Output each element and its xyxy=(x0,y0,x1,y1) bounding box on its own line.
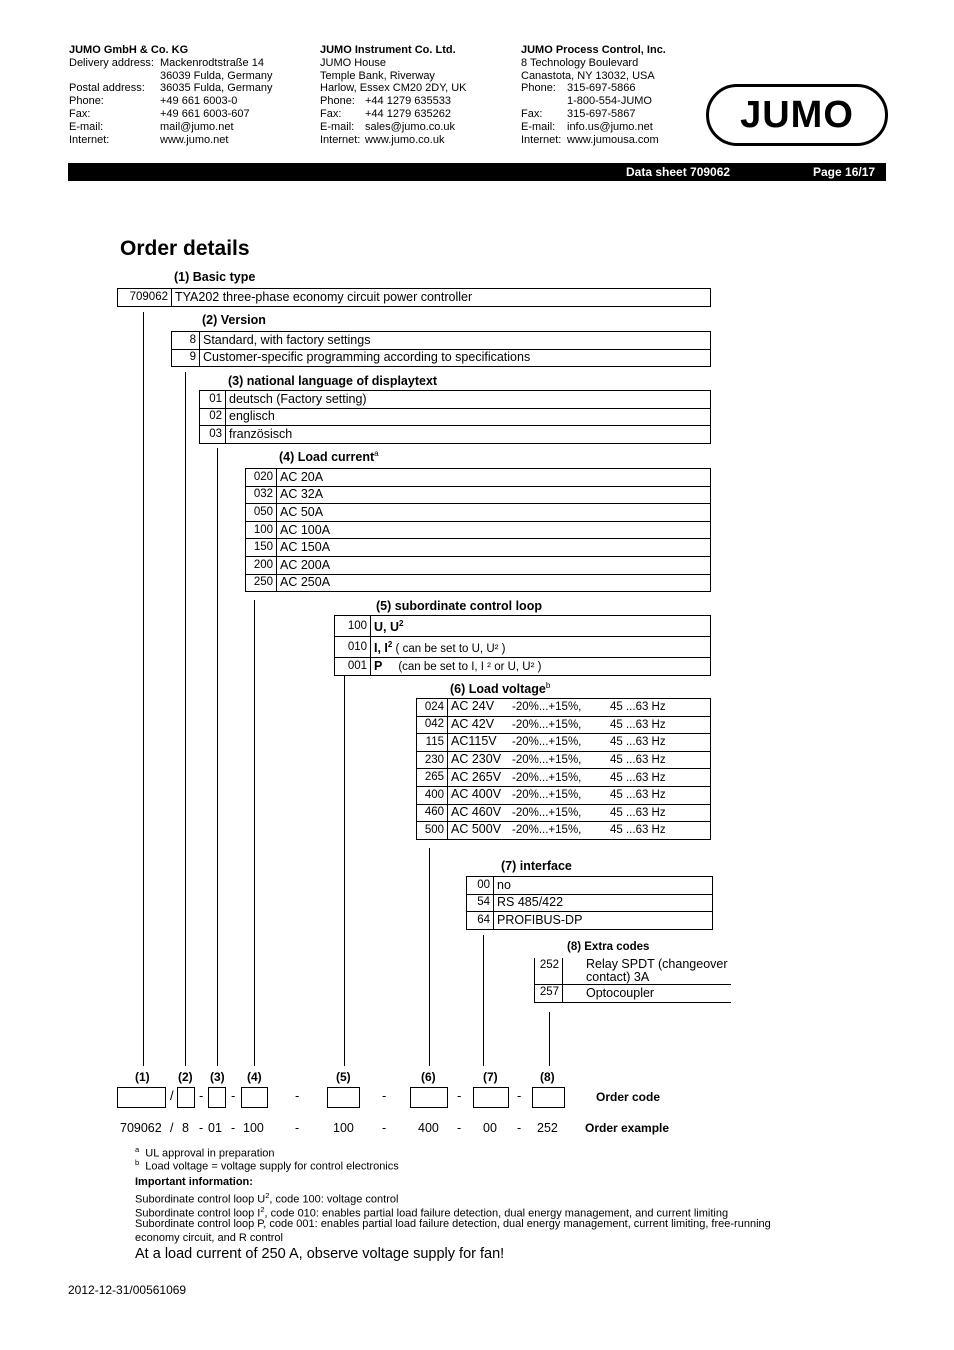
order-code-box-6[interactable] xyxy=(410,1087,448,1108)
contact-value: 36035 Fulda, Germany xyxy=(160,82,273,95)
option-note: (can be set to I, I ² or U, U² ) xyxy=(382,660,542,673)
contact-label: Postal address: xyxy=(69,82,145,95)
option-row xyxy=(417,769,711,787)
option-description xyxy=(448,786,711,804)
option-row xyxy=(246,469,711,487)
order-code-box-2[interactable] xyxy=(177,1087,195,1108)
important-title: Important information: xyxy=(135,1176,253,1188)
option-row xyxy=(246,521,711,539)
order-example-part: 100 xyxy=(333,1121,354,1135)
section-3-label: (3) national language of displaytext xyxy=(228,374,438,388)
option-description: Relay SPDT (changeover contact) 3A xyxy=(563,958,732,985)
option-row xyxy=(246,539,711,557)
frequency-range: 45 ...63 Hz xyxy=(610,701,666,714)
address-line: 8 Technology Boulevard xyxy=(521,56,639,69)
option-code: 024 xyxy=(417,699,448,717)
contact-row xyxy=(320,108,467,121)
option-code: 8 xyxy=(172,332,200,350)
contact-value: Mackenrodtstraße 14 xyxy=(160,56,264,69)
section-5-label: (5) subordinate control loop xyxy=(376,599,542,613)
contact-value: sales@jumo.co.uk xyxy=(365,120,456,133)
connector-line-3 xyxy=(217,448,218,1066)
contact-row xyxy=(320,121,467,134)
order-example-part: - xyxy=(199,1121,204,1135)
option-description xyxy=(448,751,711,769)
option-row xyxy=(535,985,732,1003)
contact-value: 36039 Fulda, Germany xyxy=(160,69,273,82)
connector-line-6 xyxy=(429,848,430,1066)
order-code-column-number: (2) xyxy=(178,1070,193,1084)
option-row xyxy=(335,616,711,637)
order-code-separator: - xyxy=(199,1088,204,1103)
option-code: 100 xyxy=(246,521,277,539)
connector-line-7 xyxy=(483,935,484,1066)
contact-label xyxy=(69,70,160,83)
option-description: französisch xyxy=(226,426,711,444)
superscript: 2 xyxy=(399,619,404,628)
order-code-column-number: (1) xyxy=(135,1070,150,1084)
contact-label: Internet: xyxy=(69,133,110,146)
option-note: ( can be set to U, U² ) xyxy=(392,643,506,656)
order-code-separator: - xyxy=(231,1088,236,1103)
order-example-part: - xyxy=(295,1121,300,1135)
option-row xyxy=(172,332,711,350)
contact-value: www.jumousa.com xyxy=(567,133,659,146)
contact-value: 315-697-5867 xyxy=(567,107,636,120)
datasheet-number: Data sheet 709062 xyxy=(626,165,731,179)
contact-value: 315-697-5866 xyxy=(567,82,636,95)
order-example-part: 8 xyxy=(182,1121,189,1135)
option-row xyxy=(535,958,732,985)
order-code-box-5[interactable] xyxy=(327,1087,360,1108)
section-8-label: (8) Extra codes xyxy=(567,941,650,953)
option-description: Standard, with factory settings xyxy=(200,332,711,350)
option-row xyxy=(246,556,711,574)
option-description xyxy=(448,822,711,840)
contact-label xyxy=(521,95,567,108)
voltage-value: AC 42V xyxy=(451,716,495,731)
section-7-label: (7) interface xyxy=(501,859,572,873)
footnote-a: $^a$ UL approval in preparation xyxy=(135,1145,275,1160)
option-code: 010 xyxy=(335,637,371,658)
option-code: 100 xyxy=(335,616,371,637)
contact-label: Phone: xyxy=(69,95,104,108)
option-description: TYA202 three-phase economy circuit power controller xyxy=(172,289,711,307)
address-line: Canastota, NY 13032, USA xyxy=(521,69,655,82)
option-row xyxy=(246,504,711,522)
order-code-separator: - xyxy=(295,1088,300,1103)
contact-value: info.us@jumo.net xyxy=(567,120,653,133)
option-description: PROFIBUS-DP xyxy=(494,912,713,930)
order-code-column-number: (7) xyxy=(483,1070,498,1084)
frequency-range: 45 ...63 Hz xyxy=(610,754,666,767)
option-code: 032 xyxy=(246,486,277,504)
important-line-3: Subordinate control loop P, code 001: enables partial load failure detection, dual energy management, current limiting, free-running xyxy=(135,1218,771,1230)
contact-row xyxy=(521,82,666,95)
option-code: 020 xyxy=(246,469,277,487)
order-code-label: Order code xyxy=(596,1090,661,1104)
order-example-part: 252 xyxy=(537,1121,558,1135)
address-block-uk xyxy=(320,44,467,146)
option-description xyxy=(371,616,711,637)
option-main: I, I xyxy=(374,641,388,656)
load-voltage-table xyxy=(416,698,711,840)
order-example-part: - xyxy=(457,1121,462,1135)
contact-label: Fax: xyxy=(69,107,91,120)
order-code-column-number: (5) xyxy=(336,1070,351,1084)
order-code-column-number: (3) xyxy=(210,1070,225,1084)
order-example-part: 400 xyxy=(418,1121,439,1135)
option-code: 54 xyxy=(467,894,494,912)
option-description xyxy=(448,699,711,717)
option-description: no xyxy=(494,877,713,895)
option-code: 001 xyxy=(335,658,371,676)
option-description: AC 200A xyxy=(277,556,711,574)
option-code: 042 xyxy=(417,716,448,734)
order-code-box-1[interactable] xyxy=(117,1087,166,1108)
option-row xyxy=(467,877,713,895)
frequency-range: 45 ...63 Hz xyxy=(610,718,666,731)
contact-label: Phone: xyxy=(521,82,556,95)
contact-label: Internet: xyxy=(320,133,361,146)
option-description: englisch xyxy=(226,408,711,426)
voltage-value: AC 265V xyxy=(451,769,502,784)
order-code-box-8[interactable] xyxy=(532,1087,565,1108)
voltage-value: AC 460V xyxy=(451,804,502,819)
option-code: 02 xyxy=(200,408,226,426)
contact-row xyxy=(69,134,273,147)
interface-table xyxy=(466,876,713,930)
option-code: 250 xyxy=(246,574,277,592)
frequency-range: 45 ...63 Hz xyxy=(610,806,666,819)
frequency-range: 45 ...63 Hz xyxy=(610,736,666,749)
address-line: Temple Bank, Riverway xyxy=(320,69,435,82)
option-code: 257 xyxy=(535,985,563,1003)
contact-label: Phone: xyxy=(320,95,355,108)
voltage-range: -20%...+15%, xyxy=(512,789,582,802)
option-description: AC 250A xyxy=(277,574,711,592)
contact-value: +49 661 6003-607 xyxy=(160,107,250,120)
connector-line-5 xyxy=(344,675,345,1066)
contact-row xyxy=(521,108,666,121)
contact-row xyxy=(69,95,273,108)
contact-label: E-mail: xyxy=(521,120,556,133)
company-name: JUMO Process Control, Inc. xyxy=(521,44,666,56)
control-loop-table xyxy=(334,615,711,676)
order-example-part: - xyxy=(517,1121,522,1135)
basic-type-table xyxy=(117,288,711,307)
order-code-box-7[interactable] xyxy=(473,1087,509,1108)
version-table xyxy=(171,331,711,367)
superscript: 2 xyxy=(387,640,393,650)
option-description xyxy=(448,769,711,787)
option-row xyxy=(417,804,711,822)
option-code: 9 xyxy=(172,349,200,367)
contact-row xyxy=(69,82,273,95)
section-1-label: (1) Basic type xyxy=(174,270,256,284)
order-code-box-3[interactable] xyxy=(208,1087,226,1108)
option-code: 050 xyxy=(246,504,277,522)
voltage-range: -20%...+15%, xyxy=(512,771,582,784)
voltage-range: -20%...+15%, xyxy=(512,806,582,819)
option-description: AC 20A xyxy=(277,469,711,487)
important-line-1: Subordinate control loop $U^2$, code 100: voltage control xyxy=(135,1191,399,1206)
order-code-column-number: (8) xyxy=(540,1070,555,1084)
address-line: JUMO House xyxy=(320,56,387,69)
contact-row xyxy=(521,95,666,108)
option-row xyxy=(467,912,713,930)
order-code-column-number: (6) xyxy=(421,1070,436,1084)
contact-value: +44 1279 635262 xyxy=(365,107,451,120)
important-line-2: Subordinate control loop $I^2$, code 010: enables partial load failure detection, dual energy management, and current limiting xyxy=(135,1205,729,1220)
address-block-usa xyxy=(521,44,666,146)
option-code: 01 xyxy=(200,391,226,409)
contact-row xyxy=(320,134,467,147)
fan-warning: At a load current of 250 A, observe voltage supply for fan! xyxy=(135,1246,505,1262)
option-row xyxy=(246,574,711,592)
option-description: AC 32A xyxy=(277,486,711,504)
footnote-b: $^b$ Load voltage = voltage supply for control electronics xyxy=(135,1158,399,1173)
option-code: 460 xyxy=(417,804,448,822)
option-description: Optocoupler xyxy=(563,985,732,1003)
option-code: 03 xyxy=(200,426,226,444)
contact-label: E-mail: xyxy=(69,120,104,133)
frequency-range: 45 ...63 Hz xyxy=(610,824,666,837)
option-row xyxy=(417,751,711,769)
contact-row xyxy=(521,134,666,147)
option-row xyxy=(200,408,711,426)
contact-row xyxy=(521,121,666,134)
frequency-range: 45 ...63 Hz xyxy=(610,771,666,784)
contact-value: +44 1279 635533 xyxy=(365,95,451,108)
order-example-label: Order example xyxy=(585,1121,670,1135)
order-example-part: 01 xyxy=(208,1121,222,1135)
order-example-part: / xyxy=(170,1121,174,1135)
connector-line-1 xyxy=(143,312,144,1066)
voltage-value: AC 230V xyxy=(451,752,502,767)
option-code: 500 xyxy=(417,822,448,840)
option-code: 265 xyxy=(417,769,448,787)
voltage-range: -20%...+15%, xyxy=(512,718,582,731)
order-code-column-number: (4) xyxy=(247,1070,262,1084)
contact-value: www.jumo.net xyxy=(160,133,229,146)
order-code-separator: - xyxy=(517,1088,522,1103)
address-line: Harlow, Essex CM20 2DY, UK xyxy=(320,82,467,95)
contact-label: Fax: xyxy=(521,107,543,120)
option-code: 252 xyxy=(535,958,563,985)
voltage-range: -20%...+15%, xyxy=(512,701,582,714)
option-row xyxy=(417,734,711,752)
order-example-part: 709062 xyxy=(120,1121,162,1135)
frequency-range: 45 ...63 Hz xyxy=(610,789,666,802)
section-2-label: (2) Version xyxy=(202,313,266,327)
jumo-logo: JUMO xyxy=(706,84,888,146)
option-description: Customer-specific programming according to specifications xyxy=(200,349,711,367)
contact-label: Delivery address: xyxy=(69,56,154,69)
option-description: AC 50A xyxy=(277,504,711,522)
extra-codes-table xyxy=(534,958,731,1003)
contact-row xyxy=(69,57,273,70)
connector-line-2 xyxy=(185,372,186,1066)
voltage-range: -20%...+15%, xyxy=(512,754,582,767)
option-row xyxy=(417,786,711,804)
header-bar xyxy=(68,163,886,181)
company-name: JUMO GmbH & Co. KG xyxy=(69,44,189,56)
option-row xyxy=(200,391,711,409)
option-code: 200 xyxy=(246,556,277,574)
option-code: 115 xyxy=(417,734,448,752)
option-code: 400 xyxy=(417,786,448,804)
option-description xyxy=(448,734,711,752)
option-description xyxy=(448,804,711,822)
option-description: RS 485/422 xyxy=(494,894,713,912)
option-row xyxy=(417,699,711,717)
voltage-range: -20%...+15%, xyxy=(512,824,582,837)
option-code: 709062 xyxy=(118,289,172,307)
section-4-label: (4) Load current$^a$ xyxy=(279,449,379,465)
option-code: 150 xyxy=(246,539,277,557)
document-id: 2012-12-31/00561069 xyxy=(68,1283,187,1297)
voltage-value: AC 500V xyxy=(451,822,502,837)
order-example-part: - xyxy=(382,1121,387,1135)
option-code: 230 xyxy=(417,751,448,769)
voltage-value: AC 400V xyxy=(451,787,502,802)
contact-row xyxy=(69,70,273,83)
option-row xyxy=(200,426,711,444)
option-description: AC 150A xyxy=(277,539,711,557)
option-row xyxy=(417,716,711,734)
contact-value: +49 661 6003-0 xyxy=(160,95,238,108)
contact-label: Internet: xyxy=(521,133,562,146)
option-row xyxy=(467,894,713,912)
company-name: JUMO Instrument Co. Ltd. xyxy=(320,44,456,56)
connector-line-8 xyxy=(549,1012,550,1066)
address-block-germany xyxy=(69,44,273,146)
voltage-range: -20%...+15%, xyxy=(512,736,582,749)
important-line-4: economy circuit, and R control xyxy=(135,1232,283,1244)
option-description xyxy=(448,716,711,734)
option-code: 64 xyxy=(467,912,494,930)
contact-row xyxy=(69,108,273,121)
option-main: U, U xyxy=(374,620,399,635)
contact-label: E-mail: xyxy=(320,120,355,133)
option-description: deutsch (Factory setting) xyxy=(226,391,711,409)
contact-value: 1-800-554-JUMO xyxy=(567,95,652,108)
option-row xyxy=(417,822,711,840)
contact-row xyxy=(320,95,467,108)
contact-value: mail@jumo.net xyxy=(160,120,234,133)
contact-label: Fax: xyxy=(320,107,342,120)
option-code: 00 xyxy=(467,877,494,895)
order-code-separator: / xyxy=(170,1088,174,1103)
voltage-value: AC115V xyxy=(451,734,497,749)
contact-row xyxy=(69,121,273,134)
option-row xyxy=(172,349,711,367)
language-table xyxy=(199,390,711,444)
order-code-separator: - xyxy=(382,1088,387,1103)
option-description xyxy=(371,637,711,658)
order-code-box-4[interactable] xyxy=(241,1087,268,1108)
connector-line-4 xyxy=(254,600,255,1066)
page-title: Order details xyxy=(120,237,250,260)
option-description xyxy=(371,658,711,676)
load-current-table xyxy=(245,468,711,592)
order-example-part: 00 xyxy=(483,1121,497,1135)
option-row xyxy=(335,658,711,676)
contact-value: www.jumo.co.uk xyxy=(365,133,445,146)
order-example-part: 100 xyxy=(243,1121,264,1135)
section-6-label: (6) Load voltage$^b$ xyxy=(450,681,551,697)
voltage-value: AC 24V xyxy=(451,699,495,714)
option-main: P xyxy=(374,658,383,673)
page-number: Page 16/17 xyxy=(813,165,876,179)
order-example-part: - xyxy=(231,1121,236,1135)
order-code-separator: - xyxy=(457,1088,462,1103)
option-row xyxy=(118,289,711,307)
option-row xyxy=(246,486,711,504)
option-row xyxy=(335,637,711,658)
option-description: AC 100A xyxy=(277,521,711,539)
